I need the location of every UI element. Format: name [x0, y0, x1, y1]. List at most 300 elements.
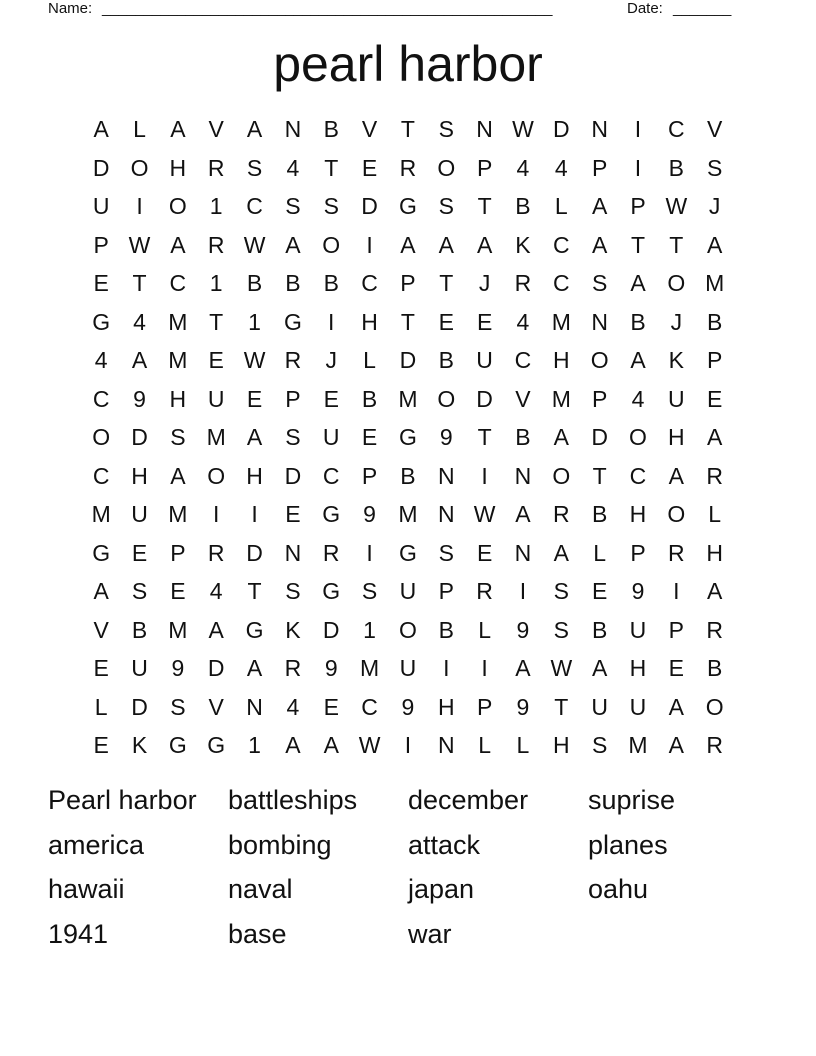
grid-letter[interactable]: T [630, 231, 646, 258]
grid-letter[interactable]: I [328, 308, 335, 335]
grid-letter[interactable]: C [322, 462, 340, 489]
grid-letter[interactable]: W [512, 116, 534, 142]
grid-letter[interactable]: 4 [516, 308, 530, 335]
grid-letter[interactable]: S [170, 693, 186, 720]
grid-letter[interactable]: T [477, 424, 492, 450]
grid-letter[interactable]: 9 [516, 693, 530, 720]
grid-letter[interactable]: A [246, 655, 263, 681]
grid-letter[interactable]: U [131, 655, 148, 681]
grid-letter[interactable]: B [591, 616, 608, 643]
grid-letter[interactable]: I [366, 539, 373, 566]
grid-letter[interactable]: B [707, 308, 723, 335]
grid-letter[interactable]: R [399, 154, 417, 181]
grid-letter[interactable]: M [359, 655, 380, 681]
grid-letter[interactable]: N [437, 732, 455, 758]
grid-letter[interactable]: O [667, 501, 686, 527]
grid-letter[interactable]: A [476, 231, 493, 258]
grid-letter[interactable]: S [707, 154, 723, 181]
grid-letter[interactable]: O [92, 424, 111, 450]
grid-letter[interactable]: I [366, 231, 373, 258]
grid-letter[interactable]: D [207, 655, 225, 681]
grid-letter[interactable]: S [170, 424, 186, 450]
grid-letter[interactable]: N [284, 116, 302, 142]
grid-letter[interactable]: M [91, 501, 111, 527]
grid-letter[interactable]: B [400, 462, 416, 489]
grid-letter[interactable]: N [514, 539, 532, 566]
grid-letter[interactable]: I [481, 462, 488, 489]
grid-letter[interactable]: 4 [554, 154, 568, 181]
grid-letter[interactable]: 4 [286, 693, 300, 720]
grid-letter[interactable]: I [481, 655, 488, 681]
grid-letter[interactable]: C [552, 270, 570, 296]
grid-letter[interactable]: S [323, 193, 339, 219]
grid-letter[interactable]: N [591, 116, 608, 142]
grid-letter[interactable]: D [361, 193, 378, 219]
grid-letter[interactable]: A [246, 116, 263, 142]
grid-letter[interactable]: 9 [401, 693, 415, 720]
grid-letter[interactable]: R [668, 539, 685, 566]
grid-letter[interactable]: S [438, 116, 454, 142]
grid-letter[interactable]: T [592, 462, 607, 489]
grid-letter[interactable]: R [476, 578, 493, 604]
grid-letter[interactable]: P [668, 616, 684, 643]
grid-letter[interactable]: H [706, 539, 723, 566]
grid-letter[interactable]: A [707, 424, 723, 450]
grid-letter[interactable]: N [514, 462, 532, 489]
grid-letter[interactable]: I [404, 732, 412, 758]
grid-letter[interactable]: B [361, 385, 378, 412]
grid-letter[interactable]: G [398, 424, 417, 450]
grid-letter[interactable]: G [398, 539, 417, 566]
grid-letter[interactable]: B [438, 616, 454, 643]
grid-letter[interactable]: W [243, 231, 266, 258]
grid-letter[interactable]: 4 [286, 154, 300, 181]
grid-letter[interactable]: R [284, 347, 302, 373]
grid-letter[interactable]: S [591, 270, 608, 296]
grid-letter[interactable]: U [131, 501, 148, 527]
grid-letter[interactable]: O [398, 616, 417, 643]
grid-letter[interactable]: G [283, 308, 302, 335]
grid-letter[interactable]: H [131, 462, 148, 489]
grid-letter[interactable]: W [665, 193, 688, 219]
grid-letter[interactable]: G [322, 578, 341, 604]
grid-letter[interactable]: N [284, 539, 302, 566]
grid-letter[interactable]: E [93, 270, 109, 296]
grid-letter[interactable]: D [92, 154, 110, 181]
grid-letter[interactable]: W [550, 655, 573, 681]
grid-letter[interactable]: R [706, 616, 723, 643]
grid-letter[interactable]: E [285, 501, 301, 527]
grid-letter[interactable]: S [591, 732, 608, 758]
grid-letter[interactable]: A [553, 539, 569, 566]
grid-letter[interactable]: U [207, 385, 225, 412]
grid-letter[interactable]: R [284, 655, 302, 681]
grid-letter[interactable]: U [668, 385, 685, 412]
grid-letter[interactable]: O [552, 462, 571, 489]
grid-letter[interactable]: U [322, 424, 340, 450]
grid-letter[interactable]: O [207, 462, 226, 489]
grid-letter[interactable]: D [131, 424, 148, 450]
grid-letter[interactable]: C [629, 462, 647, 489]
grid-letter[interactable]: E [361, 154, 378, 181]
grid-letter[interactable]: 9 [439, 424, 453, 450]
grid-letter[interactable]: G [168, 732, 187, 758]
grid-letter[interactable]: T [209, 308, 224, 335]
grid-letter[interactable]: G [398, 193, 417, 219]
grid-letter[interactable]: M [551, 385, 571, 412]
grid-letter[interactable]: 1 [248, 308, 261, 335]
grid-letter[interactable]: O [437, 385, 456, 412]
grid-letter[interactable]: T [132, 270, 147, 296]
grid-letter[interactable]: W [473, 501, 496, 527]
grid-letter[interactable]: E [246, 385, 263, 412]
grid-letter[interactable]: P [93, 231, 109, 258]
grid-letter[interactable]: K [515, 231, 531, 258]
grid-letter[interactable]: E [323, 693, 339, 720]
grid-letter[interactable]: A [400, 231, 416, 258]
grid-letter[interactable]: A [630, 347, 646, 373]
grid-row [82, 649, 734, 688]
grid-letter[interactable]: U [629, 616, 647, 643]
grid-letter[interactable]: G [92, 539, 111, 566]
grid-letter[interactable]: G [245, 616, 264, 643]
grid-letter[interactable]: A [131, 347, 148, 373]
grid-letter[interactable]: D [399, 347, 417, 373]
grid-letter[interactable]: B [285, 270, 301, 296]
grid-letter[interactable]: A [208, 616, 224, 643]
grid-letter[interactable]: 1 [363, 616, 376, 643]
word-bank-item: naval [228, 874, 293, 904]
grid-letter[interactable]: V [515, 385, 531, 412]
grid-letter[interactable]: G [92, 308, 111, 335]
grid-letter[interactable]: C [552, 231, 570, 258]
grid-letter[interactable]: B [591, 501, 608, 527]
grid-letter[interactable]: R [207, 231, 225, 258]
grid-letter[interactable]: 9 [516, 616, 530, 643]
grid-letter[interactable]: I [213, 501, 220, 527]
grid-letter[interactable]: 1 [209, 193, 223, 219]
grid-letter[interactable]: E [438, 308, 454, 335]
grid-letter[interactable]: A [707, 578, 723, 604]
grid-letter[interactable]: V [208, 116, 224, 142]
grid-letter[interactable]: 4 [133, 308, 146, 335]
grid-letter[interactable]: A [170, 231, 186, 258]
grid-letter[interactable]: E [476, 539, 493, 566]
grid-letter[interactable]: V [707, 116, 723, 142]
grid-letter[interactable]: S [285, 578, 301, 604]
grid-letter[interactable]: M [705, 270, 725, 296]
grid-letter[interactable]: O [130, 154, 149, 181]
grid-letter[interactable]: I [634, 154, 642, 181]
grid-letter[interactable]: A [668, 693, 684, 720]
grid-letter[interactable]: P [438, 578, 454, 604]
grid-letter[interactable]: E [591, 578, 608, 604]
grid-letter[interactable]: B [515, 424, 531, 450]
grid-letter[interactable]: O [168, 193, 187, 219]
grid-letter[interactable]: K [668, 347, 684, 373]
grid-letter[interactable]: 9 [363, 501, 376, 527]
grid-letter[interactable]: N [476, 116, 493, 142]
grid-letter[interactable]: A [93, 578, 109, 604]
grid-letter[interactable]: R [207, 154, 225, 181]
grid-letter[interactable]: H [629, 655, 647, 681]
grid-letter[interactable]: H [437, 693, 455, 720]
grid-letter[interactable]: U [629, 693, 647, 720]
grid-letter[interactable]: O [629, 424, 647, 450]
grid-letter[interactable]: R [706, 732, 723, 758]
grid-letter[interactable]: P [630, 539, 646, 566]
grid-letter[interactable]: M [168, 501, 188, 527]
grid-letter[interactable]: H [246, 462, 263, 489]
word-bank-item: base [228, 918, 287, 949]
grid-letter[interactable]: E [668, 655, 684, 681]
grid-letter[interactable]: L [593, 539, 607, 566]
grid-letter[interactable]: J [670, 308, 683, 335]
grid-letter[interactable]: T [477, 193, 492, 219]
grid-letter[interactable]: D [552, 116, 570, 142]
grid-letter[interactable]: L [363, 347, 376, 373]
grid-letter[interactable]: I [136, 193, 143, 219]
grid-letter[interactable]: L [133, 116, 146, 142]
grid-letter[interactable]: L [478, 616, 491, 643]
grid-letter[interactable]: S [438, 193, 454, 219]
grid-letter[interactable]: H [552, 732, 570, 758]
grid-letter[interactable]: E [476, 308, 493, 335]
grid-letter[interactable]: A [438, 231, 454, 258]
grid-letter[interactable]: A [553, 424, 569, 450]
grid-letter[interactable]: J [478, 270, 491, 296]
grid-letter[interactable]: L [554, 193, 568, 219]
grid-letter[interactable]: S [553, 616, 569, 643]
grid-letter[interactable]: S [553, 578, 569, 604]
grid-letter[interactable]: K [285, 616, 301, 643]
grid-row [82, 611, 734, 650]
grid-letter[interactable]: A [170, 462, 186, 489]
grid-letter[interactable]: 1 [248, 732, 261, 758]
grid-letter[interactable]: A [246, 424, 263, 450]
grid-letter[interactable]: I [251, 501, 258, 527]
grid-letter[interactable]: B [323, 116, 339, 142]
grid-letter[interactable]: G [322, 501, 341, 527]
grid-letter[interactable]: A [591, 231, 608, 258]
grid-letter[interactable]: A [591, 193, 608, 219]
grid-letter[interactable]: E [707, 385, 723, 412]
grid-letter[interactable]: C [92, 385, 110, 412]
grid-letter[interactable]: S [438, 539, 454, 566]
grid-letter[interactable]: N [437, 462, 455, 489]
grid-letter[interactable]: A [668, 732, 684, 758]
grid-letter[interactable]: V [93, 616, 109, 643]
grid-letter[interactable]: B [438, 347, 454, 373]
grid-letter[interactable]: C [92, 462, 110, 489]
grid-letter[interactable]: V [208, 693, 224, 720]
grid-letter[interactable]: P [170, 539, 186, 566]
grid-letter[interactable]: B [707, 655, 723, 681]
grid-letter[interactable]: B [668, 154, 684, 181]
grid-letter[interactable]: D [322, 616, 340, 643]
grid-letter[interactable]: M [398, 501, 418, 527]
grid-letter[interactable]: M [206, 424, 226, 450]
grid-letter[interactable]: U [476, 347, 493, 373]
grid-letter[interactable]: V [361, 116, 378, 142]
grid-letter[interactable]: D [246, 539, 263, 566]
grid-letter[interactable]: U [92, 193, 110, 219]
grid-letter[interactable]: 4 [631, 385, 645, 412]
grid-letter[interactable]: J [708, 193, 721, 219]
grid-letter[interactable]: P [707, 347, 723, 373]
grid-letter[interactable]: O [437, 154, 456, 181]
grid-letter[interactable]: D [284, 462, 302, 489]
grid-letter[interactable]: R [552, 501, 570, 527]
grid-letter[interactable]: B [515, 193, 531, 219]
grid-letter[interactable]: W [358, 732, 381, 758]
grid-letter[interactable]: A [515, 501, 531, 527]
grid-letter[interactable]: E [361, 424, 378, 450]
grid-letter[interactable]: M [168, 308, 188, 335]
grid-letter[interactable]: U [399, 578, 417, 604]
grid-letter[interactable]: T [324, 154, 339, 181]
grid-letter[interactable]: C [668, 116, 685, 142]
grid-letter[interactable]: T [400, 308, 415, 335]
grid-letter[interactable]: S [285, 193, 301, 219]
grid-letter[interactable]: A [170, 116, 186, 142]
grid-letter[interactable]: I [443, 655, 450, 681]
grid-letter[interactable]: A [515, 655, 531, 681]
grid-letter[interactable]: T [554, 693, 569, 720]
grid-letter[interactable]: E [323, 385, 339, 412]
grid-letter[interactable]: C [361, 270, 378, 296]
grid-letter[interactable]: P [400, 270, 416, 296]
grid-letter[interactable]: B [131, 616, 148, 643]
grid-letter[interactable]: S [131, 578, 148, 604]
grid-letter[interactable]: R [322, 539, 340, 566]
grid-letter[interactable]: P [476, 154, 493, 181]
grid-letter[interactable]: O [590, 347, 609, 373]
grid-letter[interactable]: M [628, 732, 648, 758]
grid-letter[interactable]: H [361, 308, 378, 335]
grid-letter[interactable]: O [322, 231, 341, 258]
grid-letter[interactable]: K [131, 732, 148, 758]
grid-letter[interactable]: P [476, 693, 493, 720]
header [48, 0, 748, 20]
grid-letter[interactable]: E [93, 655, 109, 681]
grid-letter[interactable]: M [168, 347, 188, 373]
grid-letter[interactable]: T [247, 578, 262, 604]
grid-letter[interactable]: E [93, 732, 109, 758]
grid-letter[interactable]: 4 [209, 578, 223, 604]
grid-letter[interactable]: T [669, 231, 684, 258]
grid-letter[interactable]: I [673, 578, 680, 604]
grid-letter[interactable]: A [93, 116, 109, 142]
grid-letter[interactable]: 4 [516, 154, 530, 181]
grid-letter[interactable]: A [591, 655, 608, 681]
grid-letter[interactable]: A [285, 231, 301, 258]
grid-letter[interactable]: T [439, 270, 454, 296]
grid-letter[interactable]: M [398, 385, 418, 412]
grid-letter[interactable]: C [361, 693, 378, 720]
grid-letter[interactable]: B [630, 308, 646, 335]
grid-letter[interactable]: P [591, 385, 608, 412]
grid-letter[interactable]: C [246, 193, 263, 219]
grid-letter[interactable]: A [668, 462, 684, 489]
grid-letter[interactable]: P [630, 193, 646, 219]
grid-letter[interactable]: T [400, 116, 415, 142]
grid-letter[interactable]: 1 [209, 270, 223, 296]
date-field[interactable]: _______ [673, 0, 732, 17]
grid-letter[interactable]: S [361, 578, 378, 604]
grid-letter[interactable]: E [208, 347, 224, 373]
grid-letter[interactable]: L [516, 732, 530, 758]
grid-letter[interactable]: D [131, 693, 148, 720]
grid-letter[interactable]: H [552, 347, 570, 373]
grid-letter[interactable]: M [551, 308, 571, 335]
grid-letter[interactable]: H [169, 154, 187, 181]
grid-letter[interactable]: H [169, 385, 187, 412]
grid-letter[interactable]: 9 [171, 655, 185, 681]
grid-letter[interactable]: 9 [324, 655, 338, 681]
grid-letter[interactable]: M [168, 616, 188, 643]
grid-letter[interactable]: E [131, 539, 148, 566]
grid-letter[interactable]: B [246, 270, 263, 296]
grid-letter[interactable]: R [207, 539, 225, 566]
grid-letter[interactable]: L [94, 693, 108, 720]
grid-letter[interactable]: L [708, 501, 722, 527]
grid-letter[interactable]: N [437, 501, 455, 527]
grid-letter[interactable]: D [591, 424, 608, 450]
grid-letter[interactable]: P [285, 385, 301, 412]
grid-letter[interactable]: A [630, 270, 646, 296]
grid-letter[interactable]: D [476, 385, 493, 412]
grid-row [82, 380, 734, 419]
grid-letter[interactable]: C [169, 270, 187, 296]
grid-letter[interactable]: N [246, 693, 263, 720]
grid-letter[interactable]: 4 [94, 347, 108, 373]
grid-letter[interactable]: P [361, 462, 378, 489]
grid-letter[interactable]: I [519, 578, 527, 604]
grid-letter[interactable]: H [668, 424, 685, 450]
grid-row [82, 303, 734, 342]
name-label: Name: [48, 0, 93, 17]
grid-letter[interactable]: 9 [631, 578, 645, 604]
grid-letter[interactable]: H [629, 501, 647, 527]
grid-letter[interactable]: O [667, 270, 686, 296]
grid-letter[interactable]: A [323, 732, 339, 758]
grid-letter[interactable]: A [707, 231, 723, 258]
grid-letter[interactable]: P [591, 154, 608, 181]
grid-letter[interactable]: R [706, 462, 723, 489]
grid-letter[interactable]: W [243, 347, 266, 373]
grid-letter[interactable]: I [634, 116, 642, 142]
word-bank-item: planes [588, 829, 668, 860]
name-field[interactable]: ______________________________________________________ [102, 0, 553, 17]
grid-letter[interactable]: B [323, 270, 339, 296]
grid-letter[interactable]: W [128, 231, 151, 258]
grid-letter[interactable]: J [325, 347, 337, 373]
grid-letter[interactable]: U [399, 655, 417, 681]
grid-letter[interactable]: E [170, 578, 186, 604]
grid-letter[interactable]: C [514, 347, 532, 373]
grid-letter[interactable]: A [285, 732, 301, 758]
grid-letter[interactable]: G [207, 732, 226, 758]
grid-letter[interactable]: O [705, 693, 724, 720]
grid-letter[interactable]: R [514, 270, 532, 296]
grid-letter[interactable]: N [591, 308, 608, 335]
grid-letter[interactable]: U [591, 693, 608, 720]
grid-letter[interactable]: S [285, 424, 301, 450]
grid-letter[interactable]: L [478, 732, 491, 758]
grid-letter[interactable]: S [246, 154, 263, 181]
grid-letter[interactable]: 9 [133, 385, 146, 412]
